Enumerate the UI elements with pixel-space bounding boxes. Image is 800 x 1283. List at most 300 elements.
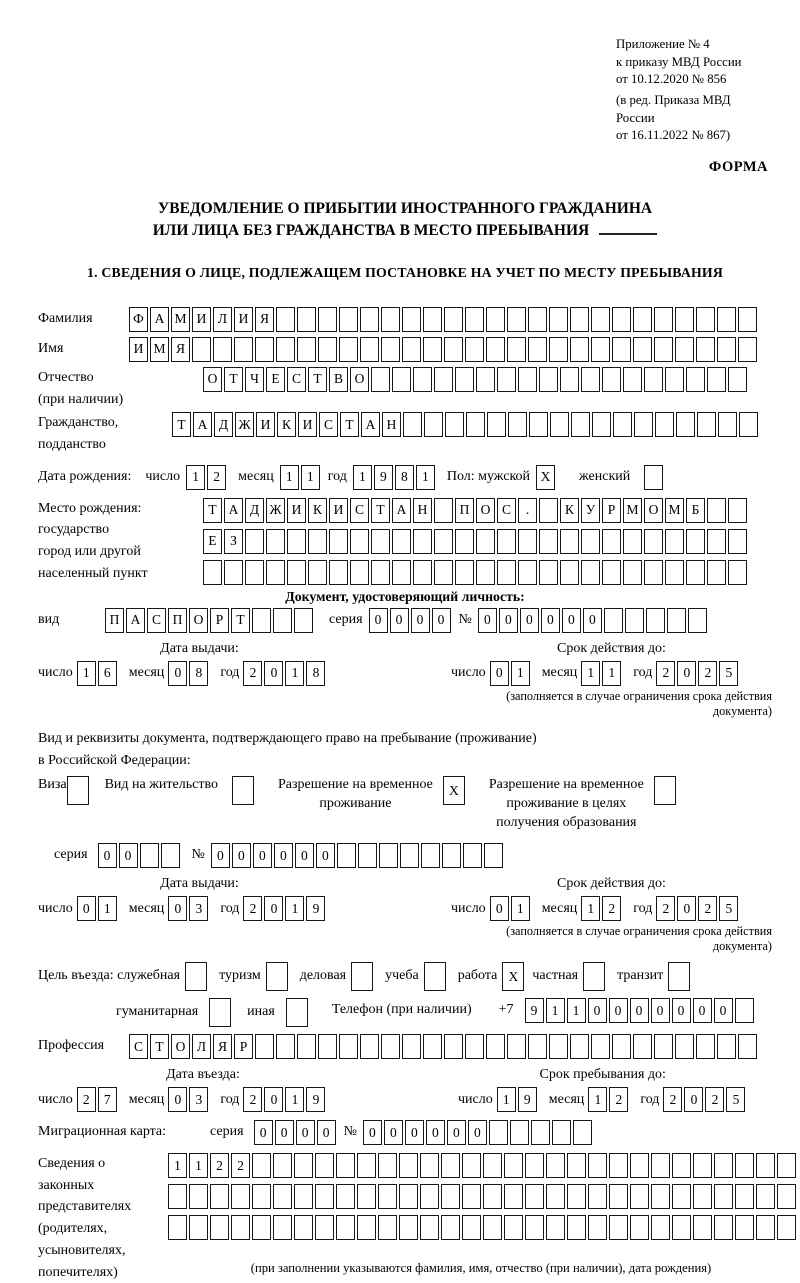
res-issue-month-boxes[interactable]: [168, 896, 210, 921]
char-box[interactable]: [570, 337, 589, 362]
char-box[interactable]: [504, 1215, 523, 1240]
char-box[interactable]: [378, 1184, 397, 1209]
char-box[interactable]: О: [644, 498, 663, 523]
doc-valid-day-boxes[interactable]: [490, 661, 532, 686]
char-box[interactable]: [573, 1120, 592, 1145]
char-box[interactable]: [508, 412, 527, 437]
char-box[interactable]: [403, 412, 422, 437]
char-box[interactable]: [612, 337, 631, 362]
char-box[interactable]: [231, 1184, 250, 1209]
char-box[interactable]: [371, 560, 390, 585]
purpose-tourism-checkbox[interactable]: [266, 962, 290, 991]
char-box[interactable]: [476, 529, 495, 554]
char-box[interactable]: [613, 412, 632, 437]
birth-year-boxes[interactable]: [353, 465, 437, 490]
mig-series-boxes[interactable]: [254, 1120, 338, 1145]
birth-place-row1-boxes[interactable]: [203, 498, 749, 523]
char-box[interactable]: 2: [656, 661, 675, 686]
char-box[interactable]: 0: [411, 608, 430, 633]
char-box[interactable]: [525, 1184, 544, 1209]
char-box[interactable]: Т: [340, 412, 359, 437]
char-box[interactable]: [318, 307, 337, 332]
char-box[interactable]: [633, 307, 652, 332]
char-box[interactable]: О: [189, 608, 208, 633]
res-valid-month-boxes[interactable]: [581, 896, 623, 921]
char-box[interactable]: 0: [168, 896, 187, 921]
char-box[interactable]: 0: [693, 998, 712, 1023]
char-box[interactable]: И: [129, 337, 148, 362]
char-box[interactable]: [360, 337, 379, 362]
char-box[interactable]: [550, 412, 569, 437]
char-box[interactable]: [602, 529, 621, 554]
char-box[interactable]: 2: [243, 1087, 262, 1112]
char-box[interactable]: [518, 367, 537, 392]
char-box[interactable]: [630, 1184, 649, 1209]
char-box[interactable]: [434, 560, 453, 585]
char-box[interactable]: О: [203, 367, 222, 392]
char-box[interactable]: И: [329, 498, 348, 523]
char-box[interactable]: [717, 307, 736, 332]
char-box[interactable]: 1: [588, 1087, 607, 1112]
char-box[interactable]: [646, 608, 665, 633]
char-box[interactable]: 1: [497, 1087, 516, 1112]
birth-day-boxes[interactable]: [186, 465, 228, 490]
char-box[interactable]: 0: [254, 1120, 273, 1145]
char-box[interactable]: [644, 367, 663, 392]
char-box[interactable]: X: [443, 776, 465, 805]
char-box[interactable]: [294, 1184, 313, 1209]
char-box[interactable]: [350, 560, 369, 585]
purpose-humanitarian-checkbox[interactable]: [209, 998, 233, 1027]
char-box[interactable]: Ж: [266, 498, 285, 523]
char-box[interactable]: Т: [150, 1034, 169, 1059]
char-box[interactable]: [336, 1215, 355, 1240]
char-box[interactable]: С: [129, 1034, 148, 1059]
char-box[interactable]: [402, 1034, 421, 1059]
char-box[interactable]: 0: [264, 661, 283, 686]
char-box[interactable]: [665, 560, 684, 585]
char-box[interactable]: [667, 608, 686, 633]
legal-reps-row2-boxes[interactable]: [168, 1184, 798, 1209]
purpose-official-checkbox[interactable]: [185, 962, 209, 991]
birth-place-row3-boxes[interactable]: [203, 560, 749, 585]
char-box[interactable]: [546, 1215, 565, 1240]
char-box[interactable]: [497, 529, 516, 554]
char-box[interactable]: [67, 776, 89, 805]
char-box[interactable]: [549, 307, 568, 332]
char-box[interactable]: 0: [447, 1120, 466, 1145]
char-box[interactable]: С: [319, 412, 338, 437]
char-box[interactable]: Т: [371, 498, 390, 523]
char-box[interactable]: [604, 608, 623, 633]
char-box[interactable]: Н: [382, 412, 401, 437]
legal-reps-row3-boxes[interactable]: [168, 1215, 798, 1240]
char-box[interactable]: [518, 529, 537, 554]
char-box[interactable]: [358, 843, 377, 868]
char-box[interactable]: [644, 465, 663, 490]
char-box[interactable]: [717, 337, 736, 362]
char-box[interactable]: Е: [266, 367, 285, 392]
char-box[interactable]: [777, 1153, 796, 1178]
char-box[interactable]: 1: [546, 998, 565, 1023]
char-box[interactable]: 8: [395, 465, 414, 490]
stay-month-boxes[interactable]: [588, 1087, 630, 1112]
char-box[interactable]: 0: [478, 608, 497, 633]
char-box[interactable]: Я: [213, 1034, 232, 1059]
char-box[interactable]: [630, 1215, 649, 1240]
char-box[interactable]: [189, 1215, 208, 1240]
char-box[interactable]: [546, 1153, 565, 1178]
char-box[interactable]: [581, 560, 600, 585]
res-number-boxes[interactable]: [211, 843, 505, 868]
char-box[interactable]: [665, 529, 684, 554]
char-box[interactable]: [549, 337, 568, 362]
char-box[interactable]: [728, 498, 747, 523]
purpose-transit-checkbox[interactable]: [668, 962, 692, 991]
char-box[interactable]: С: [350, 498, 369, 523]
char-box[interactable]: [654, 776, 676, 805]
char-box[interactable]: [294, 1215, 313, 1240]
char-box[interactable]: [423, 1034, 442, 1059]
char-box[interactable]: [625, 608, 644, 633]
char-box[interactable]: [539, 560, 558, 585]
char-box[interactable]: [707, 560, 726, 585]
gender-male-checkbox[interactable]: [536, 465, 557, 490]
char-box[interactable]: [444, 1034, 463, 1059]
char-box[interactable]: 2: [231, 1153, 250, 1178]
char-box[interactable]: [371, 529, 390, 554]
char-box[interactable]: [339, 337, 358, 362]
char-box[interactable]: 0: [253, 843, 272, 868]
char-box[interactable]: 2: [609, 1087, 628, 1112]
char-box[interactable]: [441, 1153, 460, 1178]
entry-year-boxes[interactable]: [243, 1087, 327, 1112]
char-box[interactable]: [630, 1153, 649, 1178]
char-box[interactable]: [434, 367, 453, 392]
char-box[interactable]: 0: [588, 998, 607, 1023]
char-box[interactable]: [707, 367, 726, 392]
char-box[interactable]: 2: [210, 1153, 229, 1178]
char-box[interactable]: [381, 307, 400, 332]
char-box[interactable]: [560, 560, 579, 585]
char-box[interactable]: [567, 1215, 586, 1240]
char-box[interactable]: [486, 337, 505, 362]
char-box[interactable]: [434, 529, 453, 554]
char-box[interactable]: Т: [172, 412, 191, 437]
char-box[interactable]: [399, 1184, 418, 1209]
char-box[interactable]: [455, 560, 474, 585]
char-box[interactable]: 0: [384, 1120, 403, 1145]
char-box[interactable]: [507, 307, 526, 332]
char-box[interactable]: [273, 1215, 292, 1240]
char-box[interactable]: 0: [264, 896, 283, 921]
char-box[interactable]: [591, 307, 610, 332]
doc-valid-month-boxes[interactable]: [581, 661, 623, 686]
char-box[interactable]: [350, 529, 369, 554]
char-box[interactable]: [231, 1215, 250, 1240]
char-box[interactable]: 9: [306, 896, 325, 921]
char-box[interactable]: [381, 337, 400, 362]
char-box[interactable]: [444, 337, 463, 362]
char-box[interactable]: [756, 1215, 775, 1240]
char-box[interactable]: 7: [98, 1087, 117, 1112]
char-box[interactable]: [528, 307, 547, 332]
char-box[interactable]: [686, 529, 705, 554]
char-box[interactable]: 1: [602, 661, 621, 686]
char-box[interactable]: 0: [232, 843, 251, 868]
char-box[interactable]: [483, 1184, 502, 1209]
char-box[interactable]: Т: [224, 367, 243, 392]
char-box[interactable]: 2: [77, 1087, 96, 1112]
char-box[interactable]: [612, 1034, 631, 1059]
char-box[interactable]: [339, 1034, 358, 1059]
doc-kind-boxes[interactable]: [105, 608, 315, 633]
char-box[interactable]: 0: [264, 1087, 283, 1112]
char-box[interactable]: Ф: [129, 307, 148, 332]
doc-issue-month-boxes[interactable]: [168, 661, 210, 686]
char-box[interactable]: Е: [203, 529, 222, 554]
char-box[interactable]: [441, 1184, 460, 1209]
char-box[interactable]: X: [536, 465, 555, 490]
char-box[interactable]: 0: [562, 608, 581, 633]
char-box[interactable]: [602, 367, 621, 392]
char-box[interactable]: 2: [656, 896, 675, 921]
doc-issue-day-boxes[interactable]: [77, 661, 119, 686]
char-box[interactable]: Л: [192, 1034, 211, 1059]
citizenship-boxes[interactable]: [172, 412, 760, 437]
char-box[interactable]: К: [277, 412, 296, 437]
char-box[interactable]: 5: [726, 1087, 745, 1112]
char-box[interactable]: [655, 412, 674, 437]
char-box[interactable]: 1: [98, 896, 117, 921]
char-box[interactable]: И: [192, 307, 211, 332]
char-box[interactable]: [714, 1215, 733, 1240]
char-box[interactable]: [644, 560, 663, 585]
char-box[interactable]: 0: [274, 843, 293, 868]
char-box[interactable]: [210, 1184, 229, 1209]
char-box[interactable]: 0: [672, 998, 691, 1023]
char-box[interactable]: [252, 1215, 271, 1240]
char-box[interactable]: [252, 608, 271, 633]
char-box[interactable]: [546, 1184, 565, 1209]
char-box[interactable]: [651, 1184, 670, 1209]
char-box[interactable]: [735, 1153, 754, 1178]
char-box[interactable]: 5: [719, 896, 738, 921]
char-box[interactable]: [308, 529, 327, 554]
doc-number-boxes[interactable]: [478, 608, 709, 633]
char-box[interactable]: [696, 1034, 715, 1059]
char-box[interactable]: 0: [168, 661, 187, 686]
char-box[interactable]: 1: [581, 661, 600, 686]
char-box[interactable]: [654, 307, 673, 332]
char-box[interactable]: [287, 560, 306, 585]
residence-permit-checkbox[interactable]: [232, 776, 256, 805]
char-box[interactable]: [676, 412, 695, 437]
char-box[interactable]: [738, 337, 757, 362]
char-box[interactable]: 9: [525, 998, 544, 1023]
char-box[interactable]: [294, 1153, 313, 1178]
char-box[interactable]: [255, 337, 274, 362]
char-box[interactable]: [444, 307, 463, 332]
char-box[interactable]: Р: [234, 1034, 253, 1059]
char-box[interactable]: [297, 307, 316, 332]
char-box[interactable]: Л: [213, 307, 232, 332]
char-box[interactable]: А: [193, 412, 212, 437]
char-box[interactable]: [297, 337, 316, 362]
char-box[interactable]: Д: [245, 498, 264, 523]
char-box[interactable]: [672, 1215, 691, 1240]
char-box[interactable]: [392, 560, 411, 585]
char-box[interactable]: [571, 412, 590, 437]
char-box[interactable]: [654, 337, 673, 362]
char-box[interactable]: [213, 337, 232, 362]
char-box[interactable]: 2: [698, 661, 717, 686]
char-box[interactable]: 9: [306, 1087, 325, 1112]
char-box[interactable]: [441, 1215, 460, 1240]
char-box[interactable]: [623, 367, 642, 392]
char-box[interactable]: [420, 1184, 439, 1209]
char-box[interactable]: [756, 1153, 775, 1178]
char-box[interactable]: [714, 1184, 733, 1209]
char-box[interactable]: [588, 1153, 607, 1178]
char-box[interactable]: [266, 560, 285, 585]
char-box[interactable]: П: [168, 608, 187, 633]
char-box[interactable]: [273, 1153, 292, 1178]
char-box[interactable]: [644, 529, 663, 554]
char-box[interactable]: [245, 529, 264, 554]
char-box[interactable]: И: [256, 412, 275, 437]
char-box[interactable]: [185, 962, 207, 991]
char-box[interactable]: [203, 560, 222, 585]
char-box[interactable]: 2: [698, 896, 717, 921]
char-box[interactable]: [525, 1215, 544, 1240]
profession-boxes[interactable]: [129, 1034, 759, 1059]
char-box[interactable]: 5: [719, 661, 738, 686]
char-box[interactable]: Ч: [245, 367, 264, 392]
char-box[interactable]: 0: [211, 843, 230, 868]
char-box[interactable]: [588, 1215, 607, 1240]
char-box[interactable]: 2: [207, 465, 226, 490]
surname-boxes[interactable]: [129, 307, 759, 332]
char-box[interactable]: 3: [189, 896, 208, 921]
char-box[interactable]: П: [455, 498, 474, 523]
purpose-business-checkbox[interactable]: [351, 962, 375, 991]
char-box[interactable]: [707, 529, 726, 554]
char-box[interactable]: [318, 1034, 337, 1059]
char-box[interactable]: [294, 608, 313, 633]
char-box[interactable]: У: [581, 498, 600, 523]
char-box[interactable]: [487, 412, 506, 437]
char-box[interactable]: 2: [602, 896, 621, 921]
char-box[interactable]: [476, 367, 495, 392]
char-box[interactable]: 1: [567, 998, 586, 1023]
char-box[interactable]: [591, 1034, 610, 1059]
char-box[interactable]: Т: [231, 608, 250, 633]
char-box[interactable]: [421, 843, 440, 868]
char-box[interactable]: 1: [285, 1087, 304, 1112]
char-box[interactable]: [489, 1120, 508, 1145]
char-box[interactable]: [529, 412, 548, 437]
char-box[interactable]: 0: [490, 896, 509, 921]
char-box[interactable]: [286, 998, 308, 1027]
char-box[interactable]: [570, 307, 589, 332]
res-issue-day-boxes[interactable]: [77, 896, 119, 921]
char-box[interactable]: [686, 367, 705, 392]
char-box[interactable]: [623, 560, 642, 585]
char-box[interactable]: [707, 498, 726, 523]
char-box[interactable]: 1: [285, 896, 304, 921]
char-box[interactable]: 0: [583, 608, 602, 633]
char-box[interactable]: [423, 337, 442, 362]
char-box[interactable]: .: [518, 498, 537, 523]
char-box[interactable]: 1: [416, 465, 435, 490]
char-box[interactable]: [507, 1034, 526, 1059]
char-box[interactable]: А: [392, 498, 411, 523]
char-box[interactable]: 0: [369, 608, 388, 633]
char-box[interactable]: 0: [77, 896, 96, 921]
char-box[interactable]: М: [171, 307, 190, 332]
char-box[interactable]: [266, 529, 285, 554]
char-box[interactable]: [392, 367, 411, 392]
char-box[interactable]: 0: [520, 608, 539, 633]
char-box[interactable]: А: [361, 412, 380, 437]
char-box[interactable]: [329, 560, 348, 585]
char-box[interactable]: [255, 1034, 274, 1059]
char-box[interactable]: М: [623, 498, 642, 523]
char-box[interactable]: [696, 307, 715, 332]
temp-residence-checkbox[interactable]: [443, 776, 467, 805]
char-box[interactable]: [413, 529, 432, 554]
char-box[interactable]: [329, 529, 348, 554]
doc-issue-year-boxes[interactable]: [243, 661, 327, 686]
char-box[interactable]: [266, 962, 288, 991]
char-box[interactable]: [668, 962, 690, 991]
char-box[interactable]: [651, 1153, 670, 1178]
char-box[interactable]: [738, 1034, 757, 1059]
char-box[interactable]: 0: [541, 608, 560, 633]
char-box[interactable]: [189, 1184, 208, 1209]
char-box[interactable]: [486, 307, 505, 332]
char-box[interactable]: [466, 412, 485, 437]
char-box[interactable]: [392, 529, 411, 554]
char-box[interactable]: С: [287, 367, 306, 392]
char-box[interactable]: [531, 1120, 550, 1145]
char-box[interactable]: О: [350, 367, 369, 392]
char-box[interactable]: 6: [98, 661, 117, 686]
char-box[interactable]: 0: [275, 1120, 294, 1145]
char-box[interactable]: [696, 337, 715, 362]
char-box[interactable]: 1: [581, 896, 600, 921]
char-box[interactable]: [378, 1153, 397, 1178]
char-box[interactable]: [360, 1034, 379, 1059]
char-box[interactable]: [591, 337, 610, 362]
char-box[interactable]: [140, 843, 159, 868]
char-box[interactable]: [483, 1153, 502, 1178]
char-box[interactable]: А: [150, 307, 169, 332]
char-box[interactable]: [504, 1153, 523, 1178]
char-box[interactable]: Н: [413, 498, 432, 523]
char-box[interactable]: [400, 843, 419, 868]
char-box[interactable]: Д: [214, 412, 233, 437]
legal-reps-row1-boxes[interactable]: [168, 1153, 798, 1178]
char-box[interactable]: [525, 1153, 544, 1178]
char-box[interactable]: 0: [405, 1120, 424, 1145]
char-box[interactable]: [693, 1215, 712, 1240]
char-box[interactable]: [276, 307, 295, 332]
char-box[interactable]: [252, 1153, 271, 1178]
char-box[interactable]: М: [665, 498, 684, 523]
char-box[interactable]: [560, 529, 579, 554]
